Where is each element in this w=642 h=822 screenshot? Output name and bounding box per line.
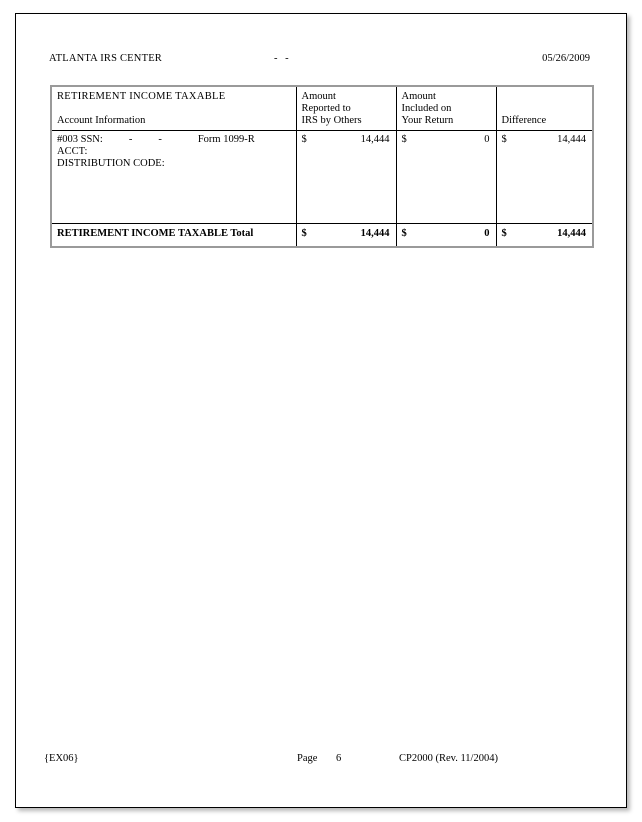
ssn-redacted-part-1: - bbox=[128, 134, 133, 145]
header-cell-amount-included bbox=[396, 86, 496, 131]
column-header-amount-reported-line3: IRS by Others bbox=[301, 115, 362, 126]
cell-amount-reported bbox=[296, 131, 396, 224]
page-number: 6 bbox=[336, 753, 342, 764]
cell-total-label bbox=[51, 224, 296, 248]
currency-symbol: $ bbox=[401, 134, 407, 145]
cell-account-information bbox=[51, 131, 296, 224]
table-total-row bbox=[51, 224, 593, 248]
total-amount-reported-value: 14,444 bbox=[360, 228, 390, 239]
column-header-amount-included-line1: Amount bbox=[401, 91, 436, 102]
document-page bbox=[15, 13, 627, 808]
total-label: RETIREMENT INCOME TAXABLE Total bbox=[57, 228, 254, 239]
column-header-difference: Difference bbox=[501, 115, 547, 126]
exhibit-code: {EX06} bbox=[44, 753, 79, 764]
document-footer bbox=[16, 753, 626, 769]
taxpayer-id-redacted: - - bbox=[274, 53, 292, 64]
currency-symbol: $ bbox=[501, 134, 507, 145]
currency-symbol: $ bbox=[301, 134, 307, 145]
header-cell-difference bbox=[496, 86, 593, 131]
column-header-account-information: Account Information bbox=[57, 115, 146, 126]
table-header-row bbox=[51, 86, 593, 131]
form-type: Form 1099-R bbox=[197, 134, 255, 145]
cell-amount-included bbox=[396, 131, 496, 224]
total-difference-value: 14,444 bbox=[557, 228, 586, 239]
currency-symbol: $ bbox=[301, 228, 307, 239]
cell-total-amount-reported bbox=[296, 224, 396, 248]
column-header-amount-reported-line1: Amount bbox=[301, 91, 336, 102]
header-cell-amount-reported bbox=[296, 86, 396, 131]
table-row bbox=[51, 131, 593, 224]
form-identifier: CP2000 (Rev. 11/2004) bbox=[399, 753, 498, 764]
cell-total-difference bbox=[496, 224, 593, 248]
amount-reported-value: 14,444 bbox=[360, 134, 390, 145]
ssn-label: SSN: bbox=[80, 134, 103, 145]
amount-included-value: 0 bbox=[484, 134, 490, 145]
item-number: #003 bbox=[57, 134, 78, 145]
acct-label: ACCT: bbox=[57, 146, 88, 157]
currency-symbol: $ bbox=[501, 228, 507, 239]
column-header-amount-included-line3: Your Return bbox=[401, 115, 454, 126]
distribution-code-label: DISTRIBUTION CODE: bbox=[57, 158, 165, 169]
column-header-amount-included-line2: Included on bbox=[401, 103, 452, 114]
notice-date: 05/26/2009 bbox=[542, 53, 590, 64]
header-cell-account-information bbox=[51, 86, 296, 131]
account-identifier-line bbox=[57, 134, 255, 145]
cell-total-amount-included bbox=[396, 224, 496, 248]
ssn-redacted-part-2: - bbox=[158, 134, 162, 145]
currency-symbol: $ bbox=[401, 228, 407, 239]
retirement-income-table bbox=[50, 85, 594, 248]
document-header bbox=[16, 53, 626, 69]
page-label: Page bbox=[297, 753, 318, 764]
irs-center-name: ATLANTA IRS CENTER bbox=[49, 53, 163, 64]
column-header-amount-reported-line2: Reported to bbox=[301, 103, 351, 114]
total-amount-included-value: 0 bbox=[484, 228, 490, 239]
difference-value: 14,444 bbox=[557, 134, 586, 145]
cell-difference bbox=[496, 131, 593, 224]
section-title: RETIREMENT INCOME TAXABLE bbox=[57, 91, 226, 102]
